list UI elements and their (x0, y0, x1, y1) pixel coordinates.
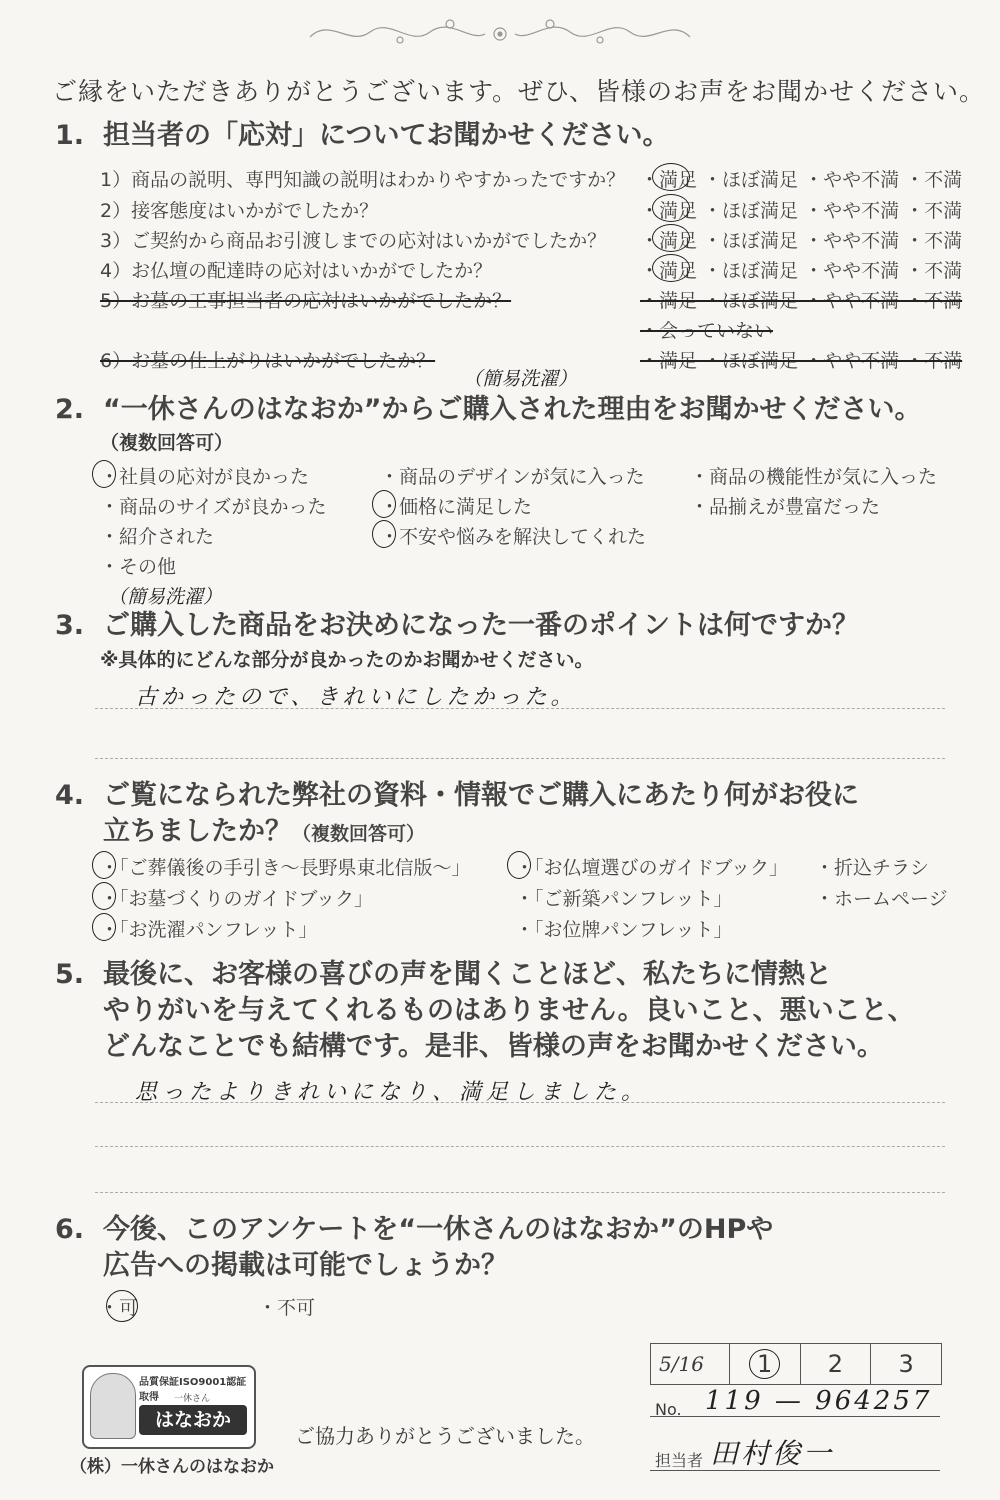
q5-title-line1: 最後に、お客様の喜びの声を聞くことほど、私たちに情熱と (103, 959, 832, 990)
record-date: 5/16 (659, 1352, 704, 1376)
staff-value: 田村俊一 (710, 1437, 835, 1470)
q4-grave-circle-mark (92, 882, 116, 910)
q1-item-5: 5）お墓の工事担当者の応対はいかがでしたか？ (100, 290, 512, 312)
q4-note: （複数回答可） (292, 823, 426, 845)
q1-options-3: ・満足 ・ほぼ満足 ・やや不満 ・不満 (640, 230, 963, 252)
q1-3-circle-mark (652, 224, 690, 252)
q5-title-line3: どんなことでも結構です。是非、皆様の声をお聞かせください。 (103, 1031, 884, 1062)
answer-line (95, 1192, 945, 1193)
q6-choice-no: ・不可 (258, 1297, 316, 1319)
q4-choice-laundry-pamphlet: ・「お洗濯パンフレット」 (100, 919, 318, 941)
q2-choice-staff: ・社員の応対が良かった (100, 466, 310, 488)
record-col-1-circled: 1 (749, 1349, 780, 1379)
answer-line (95, 708, 945, 709)
q6-heading (55, 1212, 773, 1248)
q2-choice-other: ・その他 (100, 556, 177, 578)
q2-handwritten-note: （簡易洗濯） (463, 368, 578, 390)
mascot-icon (90, 1373, 136, 1439)
intro-text: ご縁をいただきありがとうございます。ぜひ、皆様のお声をお聞かせください。 (52, 77, 986, 106)
q6-yes-circle-mark (106, 1290, 138, 1322)
floral-ornament (300, 12, 700, 52)
q2-choice-size: ・商品のサイズが良かった (100, 496, 327, 518)
q1-options-5: ・満足 ・ほぼ満足 ・やや不満 ・不満 (640, 290, 963, 312)
logo-brand-text: はなおか (139, 1405, 247, 1435)
staff-underline (650, 1470, 940, 1471)
answer-line (95, 1102, 945, 1103)
q1-2-circle-mark (652, 194, 690, 222)
q3-number: 3. (55, 610, 85, 641)
q3-handwritten-label: （簡易洗濯） (108, 586, 223, 608)
q1-title: 担当者の「応対」についてお聞かせください。 (103, 120, 670, 151)
q2-solved-circle-mark (372, 520, 396, 548)
q1-options-1: ・満足 ・ほぼ満足 ・やや不満 ・不満 (640, 169, 963, 191)
q1-1-circle-mark (652, 163, 690, 191)
q1-options-6: ・満足 ・ほぼ満足 ・やや不満 ・不満 (640, 350, 963, 372)
q3-title: ご購入した商品をお決めになった一番のポイントは何ですか？ (103, 610, 859, 641)
q4-funeral-circle-mark (92, 851, 116, 879)
q3-note: ※具体的にどんな部分が良かったのかお聞かせください。 (100, 649, 594, 671)
q1-4-circle-mark (652, 254, 690, 282)
q1-item-4: 4）お仏壇の配達時の応対はいかがでしたか？ (100, 260, 493, 282)
q5-answer: 思ったよりきれいになり、満足しました。 (135, 1080, 649, 1105)
q2-choice-function: ・商品の機能性が気に入った (690, 466, 938, 488)
company-name: （株）一休さんのはなおか (70, 1457, 274, 1477)
q4-heading-line2 (103, 814, 425, 852)
q2-title: “一休さんのはなおか”からご購入された理由をお聞かせください。 (103, 394, 922, 425)
q1-options-2: ・満足 ・ほぼ満足 ・やや不満 ・不満 (640, 200, 963, 222)
q6-choice-yes: ・可 (100, 1297, 139, 1319)
q2-note: （複数回答可） (100, 432, 234, 454)
record-box (650, 1343, 942, 1385)
q3-answer: 古かったので、きれいにしたかった。 (135, 685, 577, 710)
company-logo (82, 1365, 256, 1449)
no-label: No. (655, 1400, 682, 1419)
q2-choice-variety: ・品揃えが豊富だった (690, 496, 881, 518)
logo-cert-text: 品質保証ISO9001認証取得 (139, 1377, 247, 1403)
q1-item-1: 1）商品の説明、専門知識の説明はわかりやすかったですか？ (100, 169, 626, 191)
q4-choice-butsudan-guide: ・「お仏壇選びのガイドブック」 (515, 857, 789, 879)
q3-heading (55, 608, 859, 644)
answer-line (95, 1146, 945, 1147)
no-value: 119 — 964257 (705, 1386, 933, 1416)
q1-heading (55, 118, 669, 154)
q2-price-circle-mark (372, 490, 396, 518)
q4-number: 4. (55, 780, 85, 811)
q1-options-4: ・満足 ・ほぼ満足 ・やや不満 ・不満 (640, 260, 963, 282)
answer-line (95, 758, 945, 759)
q2-choice-solved: ・不安や悩みを解決してくれた (380, 526, 647, 548)
q4-choice-homepage: ・ホームページ (815, 888, 948, 910)
q5-heading (55, 957, 832, 993)
q4-choice-flyer: ・折込チラシ (815, 857, 930, 879)
q2-choice-price: ・価格に満足した (380, 496, 533, 518)
q4-title-line1: ご覧になられた弊社の資料・情報でご購入にあたり何がお役に (103, 780, 859, 811)
q6-title-line1: 今後、このアンケートを“一休さんのはなおか”のHPや (103, 1214, 774, 1245)
q5-title-line2: やりがいを与えてくれるものはありません。良いこと、悪いこと、 (103, 995, 915, 1026)
q6-number: 6. (55, 1214, 85, 1245)
q2-staff-circle-mark (92, 460, 116, 488)
q4-butsudan-circle-mark (507, 851, 531, 879)
q4-choice-grave-guide: ・「お墓づくりのガイドブック」 (100, 888, 374, 910)
logo-small-text: 一休さん (174, 1394, 211, 1404)
q1-not-met: ・会っていない (640, 320, 774, 342)
record-col-3: 3 (870, 1344, 941, 1384)
q2-choice-design: ・商品のデザインが気に入った (380, 466, 645, 488)
q2-number: 2. (55, 394, 85, 425)
q6-title-line2: 広告への掲載は可能でしょうか？ (103, 1250, 508, 1281)
record-col-2: 2 (800, 1344, 871, 1384)
q4-laundry-circle-mark (92, 913, 116, 941)
q4-title-line2: 立ちましたか？ (103, 816, 292, 847)
q4-heading (55, 778, 859, 814)
q4-choice-ihai-pamphlet: ・「お位牌パンフレット」 (515, 919, 733, 941)
staff-label: 担当者 (655, 1451, 704, 1470)
q2-choice-referral: ・紹介された (100, 526, 215, 548)
q4-choice-newhome-pamphlet: ・「ご新築パンフレット」 (515, 888, 733, 910)
thanks-text: ご協力ありがとうございました。 (295, 1424, 595, 1448)
q1-item-3: 3）ご契約から商品お引渡しまでの応対はいかがでしたか？ (100, 230, 607, 252)
q5-number: 5. (55, 959, 85, 990)
q1-item-6: 6）お墓の仕上がりはいかがでしたか？ (100, 350, 436, 372)
q2-heading (55, 392, 922, 428)
record-col-1 (729, 1344, 800, 1384)
q1-number: 1. (55, 120, 85, 151)
no-underline (650, 1416, 940, 1417)
q1-item-2: 2）接客態度はいかがでしたか？ (100, 200, 379, 222)
q4-choice-funeral-guide: ・「ご葬儀後の手引き〜長野県東北信版〜」 (100, 857, 471, 879)
